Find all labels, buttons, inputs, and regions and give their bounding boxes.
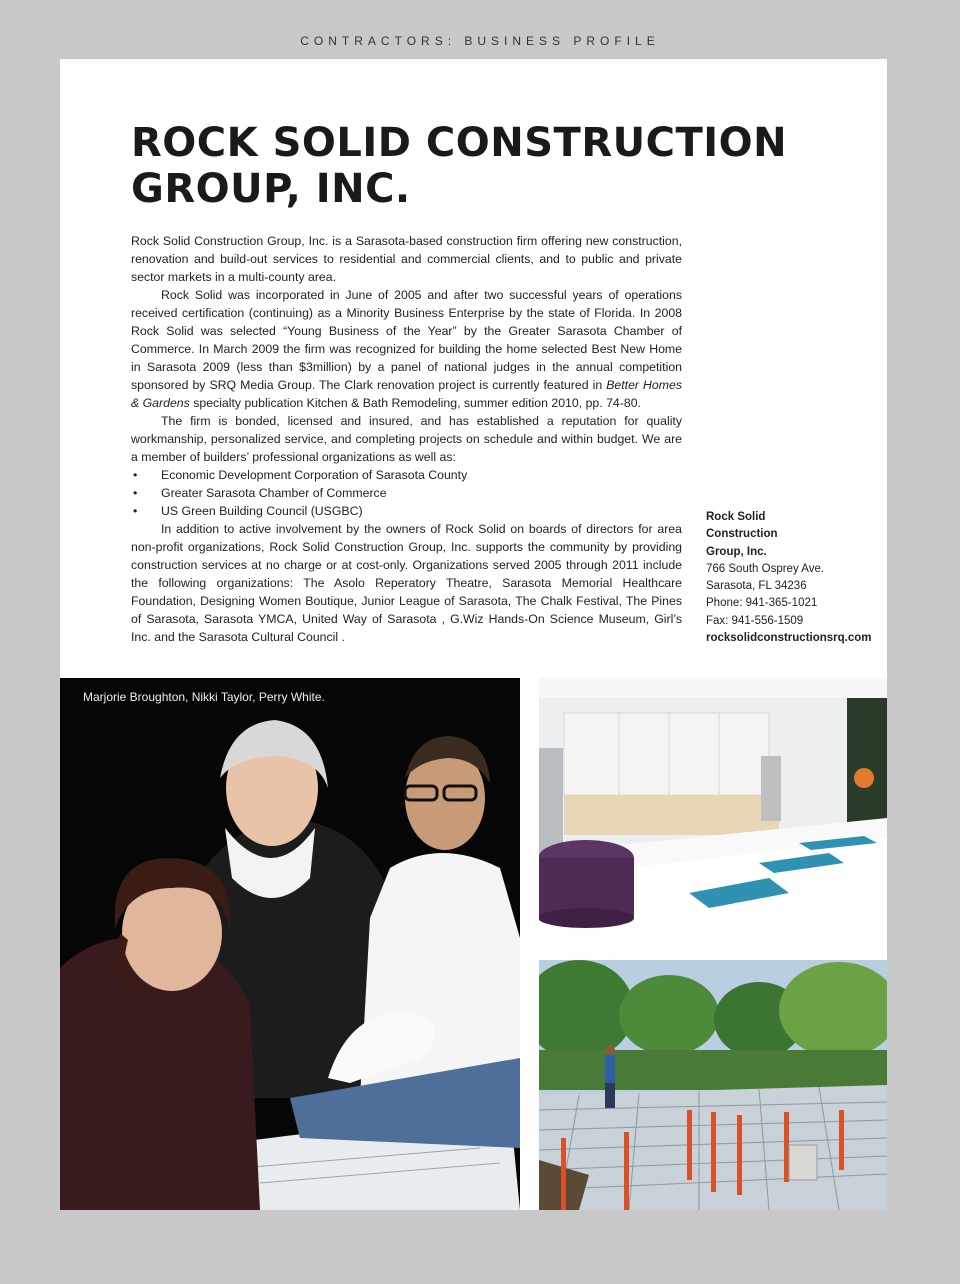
list-item: [131, 502, 682, 520]
street-address: 766 South Osprey Ave.: [706, 562, 825, 575]
paragraph-community: In addition to active involvement by the owners of Rock Solid on boards of directors for area non-profit organizations, Rock Solid Construction Group, Inc. supports the community by providing construction services at no charge or at cost-only. Organizations served 2005 through 2011 include the following organizations: The Asolo Reperatory Theatre, Sarasota Memorial Healthcare Foundation, Designing Women Boutique, Junior League of Sarasota, The Chalk Festival, The Pines of Sarasota, Sarasota YMCA, United Way of Sarasota , G.Wiz Hands-On Science Museum, Girl’s Inc. and the Sarasota Cultural Council .: [131, 522, 682, 644]
company-name-line-3: Group, Inc.: [706, 545, 767, 558]
history-text-end: specialty publication Kitchen & Bath Remodeling, summer edition 2010, pp. 74-80.: [189, 396, 641, 410]
title-line-1: ROCK SOLID CONSTRUCTION: [131, 120, 788, 166]
title-line-2: GROUP, INC.: [131, 166, 411, 212]
photo-caption: Marjorie Broughton, Nikki Taylor, Perry White.: [83, 690, 325, 704]
article-body: [131, 232, 682, 646]
company-name-line-2: Construction: [706, 528, 778, 541]
section-tag: CONTRACTORS: BUSINESS PROFILE: [300, 34, 660, 48]
website-link[interactable]: rocksolidconstructionsrq.com: [706, 632, 872, 645]
paragraph-reputation: The firm is bonded, licensed and insured, and has established a reputation for quality workmanship, personalized service, and completing projects on schedule and within budget. We are a member of builders’ professional organizations as well as:: [131, 414, 682, 464]
paragraph-intro: Rock Solid Construction Group, Inc. is a Sarasota-based construction firm offering new construction, renovation and build-out services to residential and commercial clients, and to public and private sector markets in a multi-county area.: [131, 234, 682, 284]
team-photo-illustration: [60, 678, 520, 1210]
article-title: [131, 120, 791, 212]
contact-block: [706, 509, 876, 647]
kitchen-illustration: [539, 678, 887, 944]
list-item-text: US Green Building Council (USGBC): [161, 504, 363, 518]
list-item: [131, 466, 682, 484]
history-text: Rock Solid was incorporated in June of 2005 and after two successful years of operations received certification (continuing) as a Minority Business Enterprise by the state of Florida. In 2008 Rock Solid was selected “Young Business of the Year” by the Greater Sarasota Chamber of Commerce. In March 2009 the firm was recognized for building the home selected Best New Home in Sarasota 2009 (less than $3million) by a panel of national judges in the annual competition sponsored by SRQ Media Group. The Clark renovation project is currently featured in: [131, 288, 682, 392]
paragraph-history: [131, 286, 682, 412]
list-item: [131, 484, 682, 502]
construction-site-photo: [539, 960, 887, 1210]
phone-number: Phone: 941-365-1021: [706, 597, 818, 610]
fax-number: Fax: 941-556-1509: [706, 614, 804, 627]
company-name-line-1: Rock Solid: [706, 511, 766, 523]
kitchen-photo: [539, 678, 887, 944]
list-item-text: Greater Sarasota Chamber of Commerce: [161, 486, 387, 500]
bullet: •: [133, 504, 138, 518]
list-item-text: Economic Development Corporation of Sarasota County: [161, 468, 468, 482]
team-photo: [60, 678, 520, 1210]
publication-title: Better Homes & Gardens: [131, 378, 682, 410]
organization-list: [131, 466, 682, 520]
bullet: •: [133, 468, 138, 482]
bullet: •: [133, 486, 138, 500]
city-state-zip: Sarasota, FL 34236: [706, 580, 807, 593]
construction-site-illustration: [539, 960, 887, 1210]
